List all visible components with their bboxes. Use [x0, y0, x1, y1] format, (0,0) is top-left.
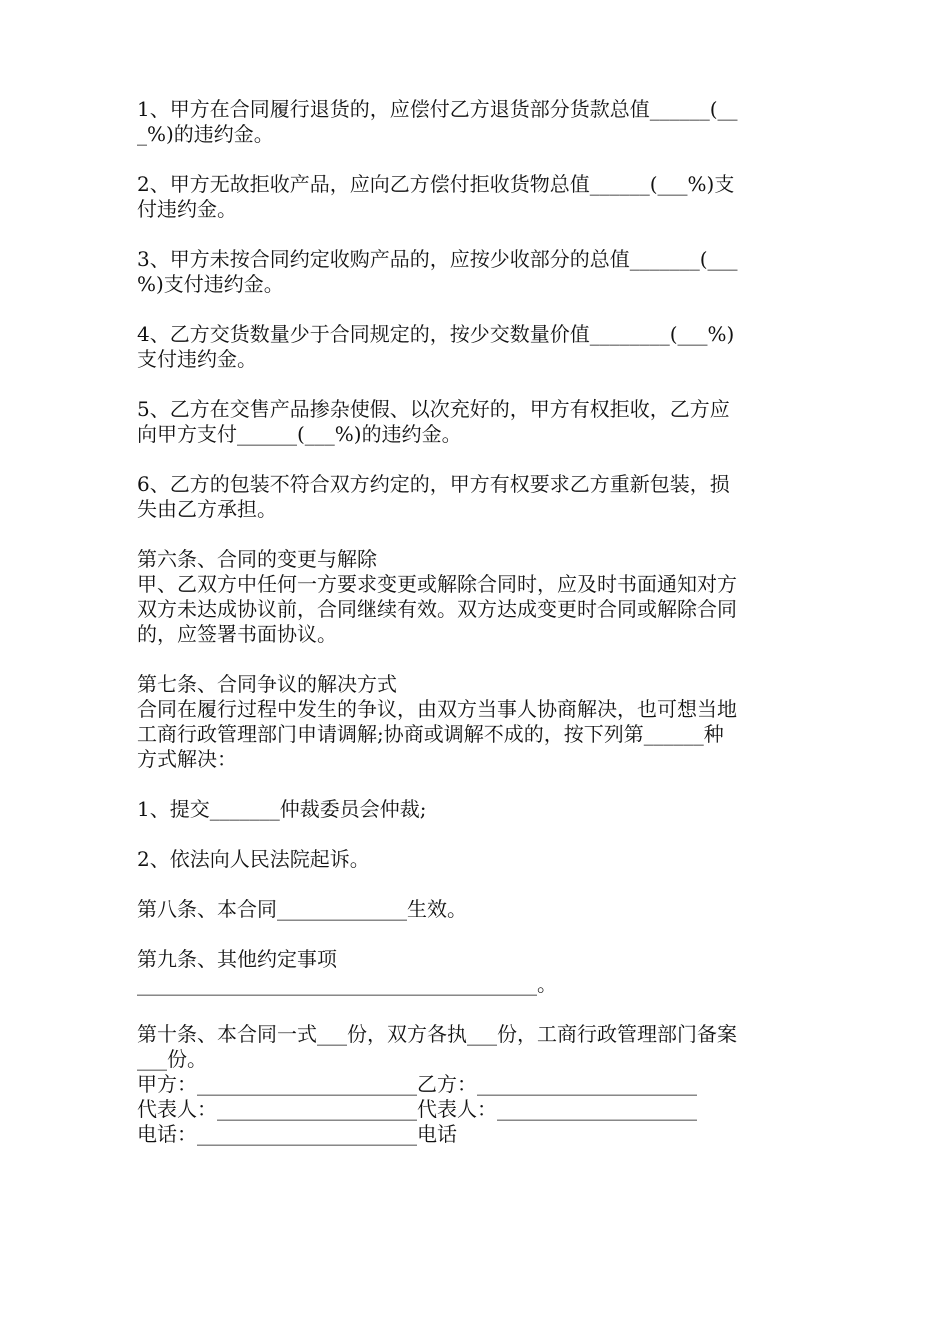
article-10-line-1: 第十条、本合同一式___份，双方各执___份，工商行政管理部门备案: [137, 1022, 737, 1046]
article-7-heading: 第七条、合同争议的解决方式: [137, 672, 397, 696]
paragraph-gap: [137, 772, 817, 797]
clause-1-line-1: 1、甲方在合同履行退货的，应偿付乙方退货部分货款总值______(__: [137, 97, 738, 121]
paragraph-gap: [137, 922, 817, 947]
article-7-line-1: 合同在履行过程中发生的争议，由双方当事人协商解决，也可想当地: [137, 697, 737, 721]
paragraph-gap: [137, 147, 817, 172]
article-7-line-2: 工商行政管理部门申请调解;协商或调解不成的，按下列第______种: [137, 722, 724, 746]
clause-1-line-2: _%)的违约金。: [137, 122, 274, 146]
paragraph-gap: [137, 822, 817, 847]
paragraph-gap: [137, 997, 817, 1022]
paragraph-gap: [137, 447, 817, 472]
article-9-heading: 第九条、其他约定事项: [137, 947, 337, 971]
article-10-line-2: ___份。: [137, 1047, 207, 1071]
clause-2-line-2: 付违约金。: [137, 197, 237, 221]
contract-document: [137, 97, 817, 1147]
paragraph-gap: [137, 647, 817, 672]
article-8: 第八条、本合同_____________生效。: [137, 897, 467, 921]
article-9-blank-line: ________________________________________。: [137, 972, 557, 996]
article-6-line-2: 双方未达成协议前，合同继续有效。双方达成变更时合同或解除合同: [137, 597, 737, 621]
clause-5-line-2: 向甲方支付______(___%)的违约金。: [137, 422, 462, 446]
clause-5-line-1: 5、乙方在交售产品掺杂使假、以次充好的，甲方有权拒收，乙方应: [137, 397, 730, 421]
clause-6-line-2: 失由乙方承担。: [137, 497, 277, 521]
clause-4-line-1: 4、乙方交货数量少于合同规定的，按少交数量价值________(___%): [137, 322, 735, 346]
article-6-heading: 第六条、合同的变更与解除: [137, 547, 377, 571]
signature-representative-line: 代表人：____________________代表人：____________________: [137, 1097, 697, 1121]
signature-phone-line: 电话：______________________电话: [137, 1122, 457, 1146]
clause-2-line-1: 2、甲方无故拒收产品，应向乙方偿付拒收货物总值______(___%)支: [137, 172, 735, 196]
article-7-option-2: 2、依法向人民法院起诉。: [137, 847, 370, 871]
paragraph-gap: [137, 522, 817, 547]
paragraph-gap: [137, 372, 817, 397]
clause-6-line-1: 6、乙方的包装不符合双方约定的，甲方有权要求乙方重新包装，损: [137, 472, 730, 496]
paragraph-gap: [137, 297, 817, 322]
clause-4-line-2: 支付违约金。: [137, 347, 257, 371]
paragraph-gap: [137, 222, 817, 247]
article-7-line-3: 方式解决：: [137, 747, 237, 771]
article-7-option-1: 1、提交_______仲裁委员会仲裁;: [137, 797, 427, 821]
clause-3-line-1: 3、甲方未按合同约定收购产品的，应按少收部分的总值_______(___: [137, 247, 738, 271]
article-6-line-1: 甲、乙双方中任何一方要求变更或解除合同时，应及时书面通知对方: [137, 572, 737, 596]
clause-3-line-2: %)支付违约金。: [137, 272, 284, 296]
signature-party-line: 甲方：______________________乙方：______________________: [137, 1072, 697, 1096]
article-6-line-3: 的，应签署书面协议。: [137, 622, 337, 646]
paragraph-gap: [137, 872, 817, 897]
